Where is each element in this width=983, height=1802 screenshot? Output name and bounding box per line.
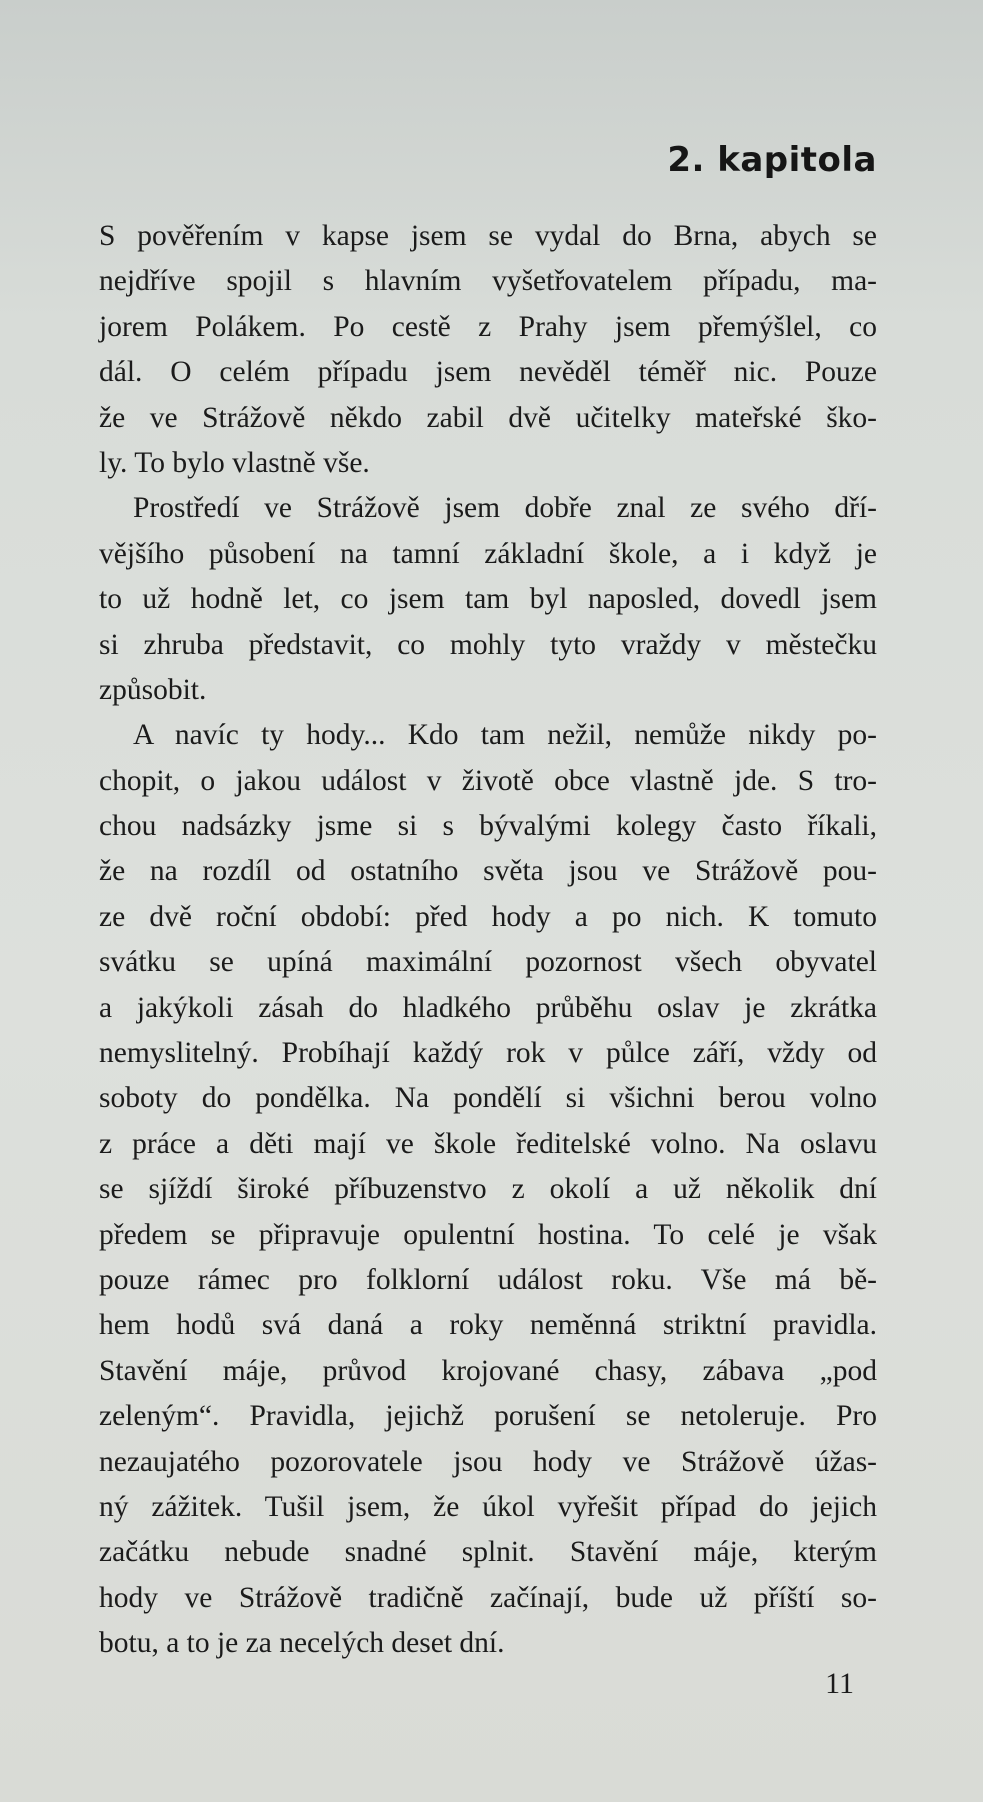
text-line: pouze rámec pro folklorní událost roku. Vše má bě- — [99, 1263, 877, 1296]
text-line: S pověřením v kapse jsem se vydal do Brna, abych se — [99, 220, 877, 252]
text-line: způsobit. — [99, 673, 207, 706]
text-line: ly. To bylo vlastně vše. — [99, 446, 370, 479]
text-line: začátku nebude snadné splnit. Stavění máje, kterým — [99, 1536, 877, 1569]
paragraph — [99, 486, 877, 713]
text-line: hody ve Strážově tradičně začínají, bude už příští so- — [99, 1581, 877, 1614]
text-line: dál. O celém případu jsem nevěděl téměř nic. Pouze — [99, 356, 877, 389]
text-line: A navíc ty hody... Kdo tam nežil, nemůže nikdy po- — [133, 719, 877, 752]
page-number: 11 — [825, 1667, 854, 1700]
text-line: Prostředí ve Strážově jsem dobře znal ze svého dří- — [133, 492, 877, 525]
text-line: jorem Polákem. Po cestě z Prahy jsem přemýšlel, co — [99, 310, 877, 343]
chapter-title: 2. kapitola — [667, 140, 877, 180]
text-line: se sjíždí široké příbuzenstvo z okolí a už několik dní — [99, 1173, 877, 1206]
text-line: soboty do pondělka. Na pondělí si všichni berou volno — [99, 1082, 877, 1115]
text-line: to už hodně let, co jsem tam byl naposled, dovedl jsem — [99, 583, 877, 616]
paragraph — [99, 713, 877, 1666]
text-line: předem se připravuje opulentní hostina. To celé je však — [99, 1218, 877, 1251]
text-line: chou nadsázky jsme si s bývalými kolegy často říkali, — [99, 810, 877, 843]
text-line: nezaujatého pozorovatele jsou hody ve Strážově úžas- — [99, 1445, 877, 1478]
text-line: ný zážitek. Tušil jsem, že úkol vyřešit případ do jejich — [99, 1490, 877, 1523]
text-line: nemyslitelný. Probíhají každý rok v půlce září, vždy od — [99, 1037, 877, 1070]
text-line: si zhruba představit, co mohly tyto vraždy v městečku — [99, 628, 877, 661]
text-line: chopit, o jakou událost v životě obce vlastně jde. S tro- — [99, 764, 877, 797]
text-line: botu, a to je za necelých deset dní. — [99, 1627, 505, 1660]
text-line: ze dvě roční období: před hody a po nich. K tomuto — [99, 900, 877, 933]
paragraph — [99, 214, 877, 486]
chapter-body — [99, 214, 877, 1667]
text-line: Stavění máje, průvod krojované chasy, zábava „pod — [99, 1354, 877, 1387]
text-line: že ve Strážově někdo zabil dvě učitelky mateřské ško- — [99, 401, 877, 434]
text-line: z práce a děti mají ve škole ředitelské volno. Na oslavu — [99, 1127, 877, 1160]
text-line: hem hodů svá daná a roky neměnná striktní pravidla. — [99, 1309, 877, 1342]
text-line: svátku se upíná maximální pozornost všech obyvatel — [99, 946, 877, 979]
text-line: zeleným“. Pravidla, jejichž porušení se netoleruje. Pro — [99, 1400, 877, 1433]
text-line: že na rozdíl od ostatního světa jsou ve Strážově pou- — [99, 855, 877, 888]
text-line: nejdříve spojil s hlavním vyšetřovatelem případu, ma- — [99, 265, 877, 298]
text-line: vějšího působení na tamní základní škole, a i když je — [99, 537, 877, 570]
text-line: a jakýkoli zásah do hladkého průběhu oslav je zkrátka — [99, 991, 877, 1024]
